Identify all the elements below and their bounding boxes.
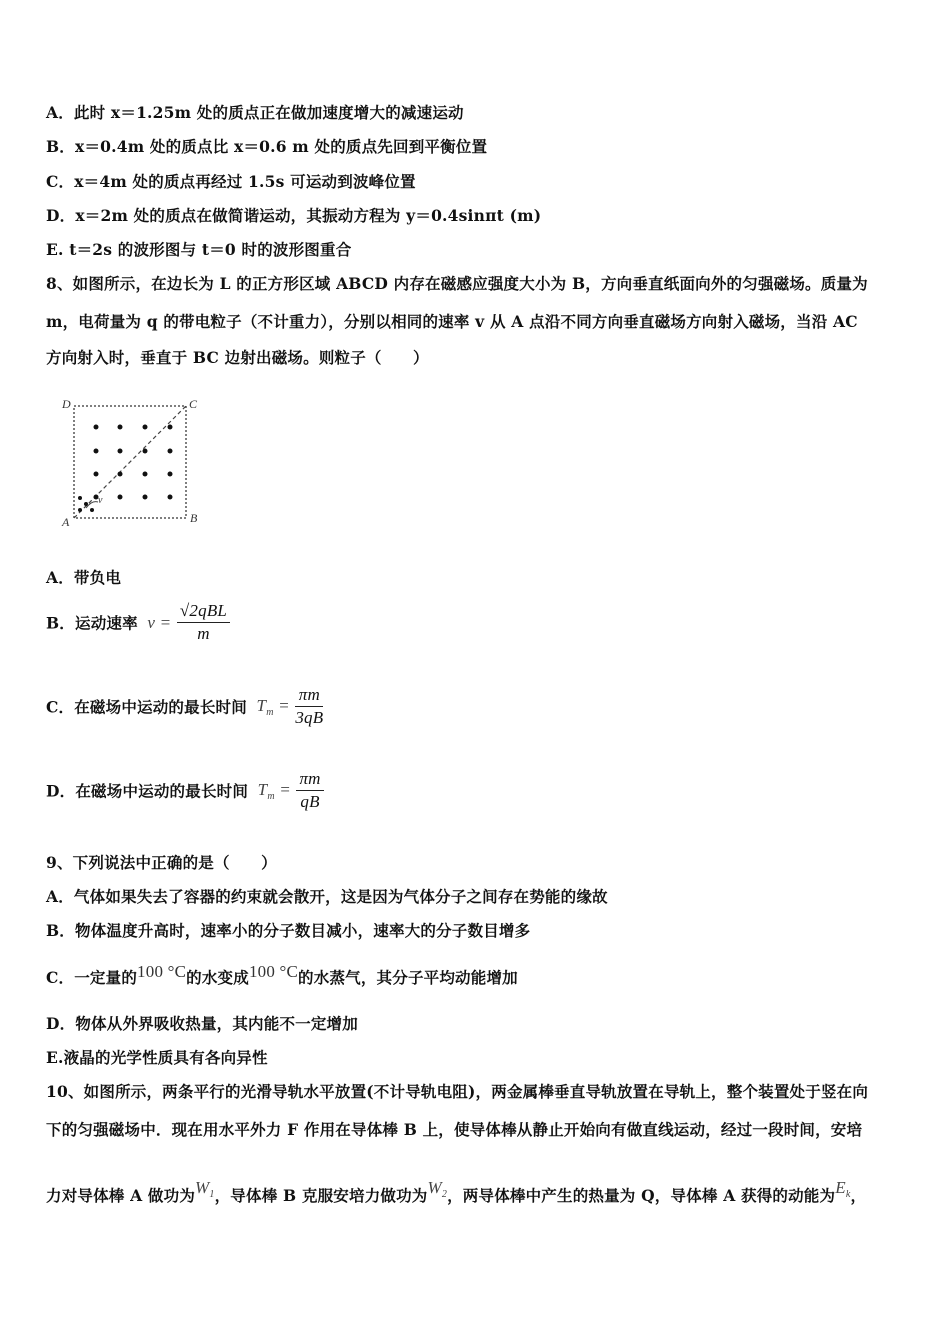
q9-option-c xyxy=(46,962,518,988)
label-v: v xyxy=(98,495,103,506)
label-c: C xyxy=(189,397,198,411)
q8-option-a: A．带负电 xyxy=(46,568,122,587)
q8-option-d-lhs: $T_m$ = xyxy=(257,779,291,802)
w2-symbol: $W_2$ xyxy=(427,1178,448,1200)
q7-option-e: E. t＝2s 的波形图与 t＝0 时的波形图重合 xyxy=(46,240,352,259)
q8-stem-line3: 方向射入时，垂直于 BC 边射出磁场。则粒子（ ） xyxy=(46,348,429,367)
q10-line3-part3: ，两导体棒中产生的热量为 Q，导体棒 A 获得的动能为 xyxy=(447,1186,836,1205)
q7-option-a: A．此时 x＝1.25m 处的质点正在做加速度增大的减速运动 xyxy=(46,103,464,122)
q8-option-b-fraction xyxy=(177,600,230,645)
q10-line3-part1: 力对导体棒 A 做功为 xyxy=(46,1186,196,1205)
field-dots xyxy=(78,425,173,513)
q9-option-c-part1: C．一定量的 xyxy=(46,968,138,987)
q10-line3-part2: ，导体棒 B 克服安培力做功为 xyxy=(214,1186,428,1205)
fraction-numerator: πm xyxy=(295,684,323,707)
fraction-numerator: √2qBL xyxy=(177,600,230,623)
w1-symbol: $W_1$ xyxy=(195,1178,215,1200)
q10-stem-line2: 下的匀强磁场中．现在用水平外力 F 作用在导体棒 B 上，使导体棒从静止开始向有做直线运动，经过一段时间，安培 xyxy=(46,1120,863,1139)
q8-option-d xyxy=(46,768,324,813)
q8-stem-line2: m，电荷量为 q 的带电粒子（不计重力），分别以相同的速率 v 从 A 点沿不同方向垂直磁场方向射入磁场，当沿 AC xyxy=(46,312,858,331)
q10-stem-line3 xyxy=(46,1178,866,1206)
fraction-denominator: qB xyxy=(300,792,320,811)
q9-option-a: A．气体如果失去了容器的约束就会散开，这是因为气体分子之间存在势能的缘故 xyxy=(46,887,608,906)
q9-option-c-part2: 的水变成 xyxy=(186,968,249,987)
label-d: D xyxy=(62,397,71,411)
fraction-numerator: πm xyxy=(296,768,323,791)
label-a: A xyxy=(62,515,70,529)
q8-option-c-fraction xyxy=(295,684,323,729)
q9-option-e: E.液晶的光学性质具有各向异性 xyxy=(46,1048,268,1067)
q7-option-d: D．x＝2m 处的质点在做简谐运动，其振动方程为 y＝0.4sinπt (m) xyxy=(46,206,542,225)
temperature-1: 100 °C xyxy=(137,962,187,981)
q8-option-d-text: D．在磁场中运动的最长时间 xyxy=(46,781,249,801)
q8-option-c-lhs: $T_m$ = xyxy=(256,695,290,718)
fraction-denominator: 3qB xyxy=(295,708,324,727)
fraction-denominator: m xyxy=(197,624,210,643)
q9-option-c-part3: 的水蒸气，其分子平均动能增加 xyxy=(298,968,518,987)
ek-symbol: $E_k$ xyxy=(835,1178,851,1200)
q9-option-b: B．物体温度升高时，速率小的分子数目减小，速率大的分子数目增多 xyxy=(46,921,531,940)
temperature-2: 100 °C xyxy=(248,962,299,981)
q9-stem: 9、下列说法中正确的是（ ） xyxy=(46,853,277,872)
q8-option-c-text: C．在磁场中运动的最长时间 xyxy=(46,697,247,717)
q8-stem-line1: 8、如图所示，在边长为 L 的正方形区域 ABCD 内存在磁感应强度大小为 B，方向垂直纸面向外的匀强磁场。质量为 xyxy=(46,274,868,293)
q9-option-d: D．物体从外界吸收热量，其内能不一定增加 xyxy=(46,1014,358,1033)
q8-option-b xyxy=(46,600,230,645)
q7-option-c: C．x＝4m 处的质点再经过 1.5s 可运动到波峰位置 xyxy=(46,172,416,191)
q8-option-c xyxy=(46,684,323,729)
q8-option-b-text: B．运动速率 xyxy=(46,613,138,633)
q8-option-d-fraction xyxy=(296,768,323,813)
diagonal-ac xyxy=(74,406,186,518)
q10-line3-part4: ， xyxy=(850,1186,867,1205)
q8-option-b-lhs: v = xyxy=(147,612,172,632)
q10-stem-line1: 10、如图所示，两条平行的光滑导轨水平放置(不计导轨电阻)，两金属棒垂直导轨放置在导轨上，整个装置处于竖在向 xyxy=(46,1082,869,1101)
q7-option-b: B．x＝0.4m 处的质点比 x＝0.6 m 处的质点先回到平衡位置 xyxy=(46,137,488,156)
q8-square-field-figure xyxy=(56,390,216,530)
label-b: B xyxy=(190,511,198,525)
